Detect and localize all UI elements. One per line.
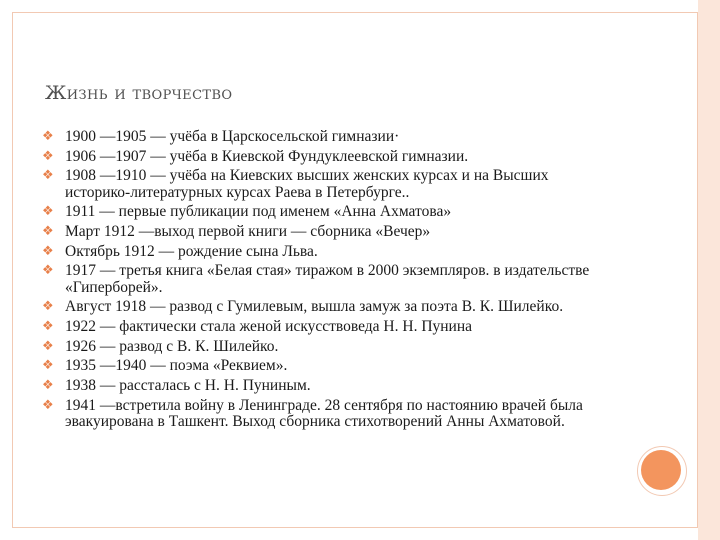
diamond-flower-bullet-icon: ❖ [42, 358, 54, 374]
list-item [42, 204, 602, 220]
list-item [42, 378, 602, 394]
list-item [42, 398, 602, 430]
slide-title: Жизнь и творчество [45, 82, 233, 104]
diamond-flower-bullet-icon: ❖ [42, 224, 54, 240]
list-item-text: 1935 —1940 — поэма «Реквием». [65, 357, 288, 375]
list-item [42, 149, 602, 165]
list-item-text: 1906 —1907 — учёба в Киевской Фундуклеевской гимназии. [65, 147, 469, 165]
diamond-flower-bullet-icon: ❖ [42, 263, 54, 279]
diamond-flower-bullet-icon: ❖ [42, 319, 54, 335]
list-item [42, 339, 602, 355]
list-item-text: Август 1918 — развод с Гумилевым, вышла замуж за поэта В. К. Шилейко. [65, 298, 564, 316]
list-item [42, 263, 602, 295]
diamond-flower-bullet-icon: ❖ [42, 204, 54, 220]
list-item [42, 224, 602, 240]
list-item-text: 1926 — развод с В. К. Шилейко. [65, 337, 279, 355]
timeline-list [42, 129, 602, 434]
list-item [42, 319, 602, 335]
list-item [42, 299, 602, 315]
list-item-text: Октябрь 1912 — рождение сына Льва. [65, 242, 318, 260]
decorative-side-line [697, 12, 708, 528]
diamond-flower-bullet-icon: ❖ [42, 299, 54, 315]
diamond-flower-bullet-icon: ❖ [42, 378, 54, 394]
list-item [42, 358, 602, 374]
list-item [42, 168, 602, 200]
decorative-orange-circle [641, 450, 681, 490]
list-item-text: 1911 — первые публикации под именем «Анна Ахматова» [65, 203, 452, 221]
diamond-flower-bullet-icon: ❖ [42, 148, 54, 164]
diamond-flower-bullet-icon: ❖ [42, 129, 54, 144]
list-item [42, 244, 602, 260]
diamond-flower-bullet-icon: ❖ [42, 338, 54, 354]
diamond-flower-bullet-icon: ❖ [42, 168, 54, 184]
list-item-text: 1938 — рассталась с Н. Н. Пуниным. [65, 377, 311, 395]
list-item-text: Март 1912 —выход первой книги — сборника «Вечер» [65, 223, 431, 241]
list-item-text: 1941 —встретила войну в Ленинграде. 28 сентября по настоянию врачей была эвакуирована в Ташкент. Выход сборника стихотворений Анны Ахматовой. [65, 396, 583, 431]
list-item-text: 1922 — фактически стала женой искусствоведа Н. Н. Пунина [65, 318, 473, 336]
list-item-text: 1908 —1910 — учёба на Киевских высших женских курсах и на Высших историко-литературных курсах Раева в Петербурге.. [65, 167, 549, 201]
list-item-text: 1917 — третья книга «Белая стая» тиражом в 2000 экземпляров. в издательстве «Гиперборей». [65, 262, 590, 296]
list-item-text: 1900 —1905 — учёба в Царскосельской гимназии· [65, 128, 400, 145]
diamond-flower-bullet-icon: ❖ [42, 243, 54, 259]
diamond-flower-bullet-icon: ❖ [42, 397, 54, 413]
list-item [42, 129, 602, 145]
